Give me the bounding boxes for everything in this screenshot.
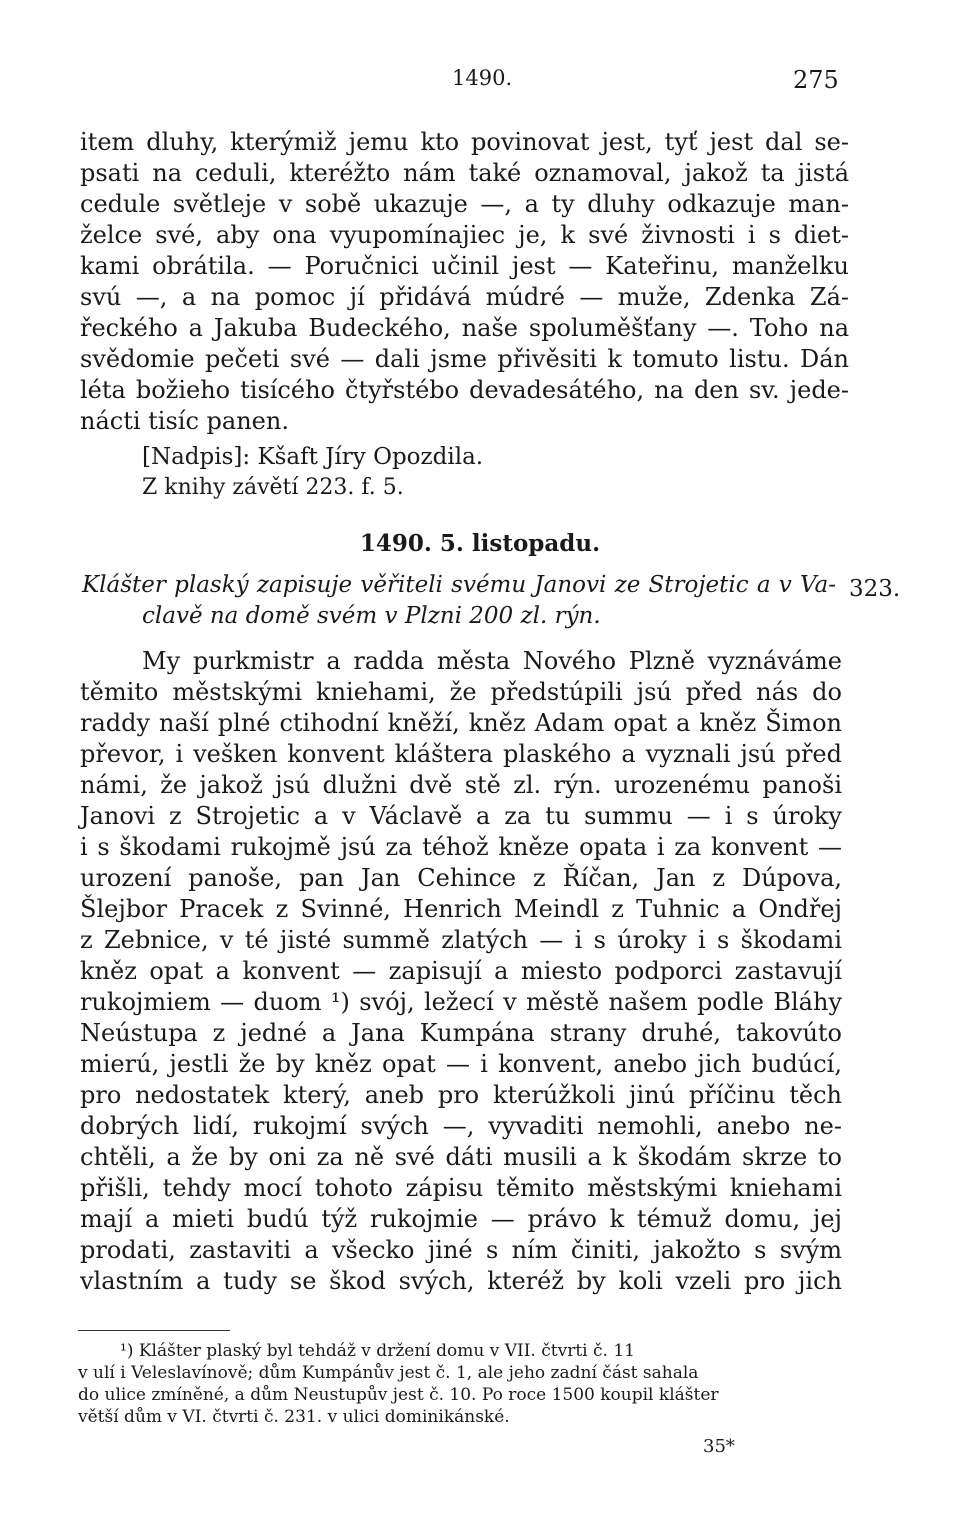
body-line: i s škodami rukojmě jsú za téhož kněze opata i za konvent — <box>80 833 842 861</box>
body-line: rukojmiem — duom ¹) svój, ležecí v městě našem podle Bláhy <box>80 988 842 1016</box>
footnote-line: v ulí i Veleslavínově; dům Kumpánův jest č. 1, ale jeho zadní část sahala <box>78 1363 699 1383</box>
body-line: námi, že jakož jsú dlužni dvě stě zl. rýn. urozenému panoši <box>80 771 842 799</box>
body-line: Neústupa z jedné a Jana Kumpána strany druhé, takovúto <box>80 1019 842 1047</box>
body-line: prodati, zastaviti a všecko jiné s ním činiti, jakožto s svým <box>80 1236 842 1264</box>
running-head-year: 1490. <box>452 66 513 90</box>
body-line: kněz opat a konvent — zapisují a miesto podporci zastavují <box>80 957 842 985</box>
body-line: Janovi z Strojetic a v Václavě a za tu summu — i s úroky <box>80 802 842 830</box>
page-number: 275 <box>793 66 839 94</box>
text-line: želce své, aby ona vyupomínajiec je, k své živnosti i s diet- <box>80 221 849 249</box>
body-line: převor, i vešken konvent kláštera plaského a vyznali jsú před <box>80 740 842 768</box>
body-line: pro nedostatek který, aneb pro kterúžkoli jinú příčinu těch <box>80 1081 842 1109</box>
footnote-line: do ulice zmíněné, a dům Neustupův jest č. 10. Po roce 1500 koupil klášter <box>78 1385 719 1405</box>
body-line: dobrých lidí, rukojmí svých —, vyvaditi nemohli, anebo ne- <box>80 1112 842 1140</box>
body-line: Šlejbor Pracek z Svinné, Henrich Meindl z Tuhnic a Ondřej <box>80 895 842 923</box>
regest-line: Klášter plaský zapisuje věřiteli svému Janovi ze Strojetic a v Va- <box>82 572 836 598</box>
footnote-line: větší dům v VI. čtvrti č. 231. v ulici dominikánské. <box>78 1407 510 1427</box>
text-line: řeckého a Jakuba Budeckého, naše spoluměšťany —. Toho na <box>80 314 849 342</box>
text-line: nácti tisíc panen. <box>80 407 289 435</box>
footnote-divider <box>78 1330 230 1331</box>
heading-note: [Nadpis]: Kšaft Jíry Opozdila. <box>142 444 484 470</box>
document-number: 323. <box>849 576 901 602</box>
text-line: léta božieho tisícého čtyřstébo devadesátého, na den sv. jede- <box>80 376 849 404</box>
body-line: mají a mieti budú týž rukojmie — právo k témuž domu, jej <box>80 1205 842 1233</box>
body-line: raddy naší plné ctihodní kněží, kněz Adam opat a kněz Šimon <box>80 709 842 737</box>
regest-line: clavě na domě svém v Plzni 200 zl. rýn. <box>142 603 601 629</box>
body-line: chtěli, a že by oni za ně své dáti musili a k škodám skrze to <box>80 1143 842 1171</box>
body-line: přišli, tehdy mocí tohoto zápisu těmito městskými kniehami <box>80 1174 842 1202</box>
footnote-line: ¹) Klášter plaský byl tehdáž v držení domu v VII. čtvrti č. 11 <box>120 1341 635 1361</box>
printer-signature-mark: 35* <box>703 1436 735 1457</box>
body-line: z Zebnice, v té jisté summě zlatých — i s úroky i s škodami <box>80 926 842 954</box>
text-line: cedule světleje v sobě ukazuje —, a ty dluhy odkazuje man- <box>80 190 849 218</box>
body-line: My purkmistr a radda města Nového Plzně vyznáváme <box>142 647 842 675</box>
document-date-heading: 1490. 5. listopadu. <box>359 530 601 557</box>
text-line: item dluhy, kterýmiž jemu kto povinovat jest, tyť jest dal se- <box>80 128 849 156</box>
body-line: vlastním a tudy se škod svých, kteréž by koli vzeli pro jich <box>80 1267 842 1295</box>
source-note: Z knihy závětí 223. f. 5. <box>142 475 404 500</box>
text-line: svú —, a na pomoc jí přidává múdré — muže, Zdenka Zá- <box>80 283 849 311</box>
body-line: těmito městskými kniehami, že předstúpili jsú před nás do <box>80 678 842 706</box>
text-line: kami obrátila. — Poručnici učinil jest — Kateřinu, manželku <box>80 252 849 280</box>
body-line: urození panoše, pan Jan Cehince z Říčan, Jan z Dúpova, <box>80 864 842 892</box>
text-line: psati na ceduli, kteréžto nám také oznamoval, jakož ta jistá <box>80 159 849 187</box>
body-line: mierú, jestli že by kněz opat — i konvent, anebo jich budúcí, <box>80 1050 842 1078</box>
text-line: svědomie pečeti své — dali jsme přivěsiti k tomuto listu. Dán <box>80 345 849 373</box>
